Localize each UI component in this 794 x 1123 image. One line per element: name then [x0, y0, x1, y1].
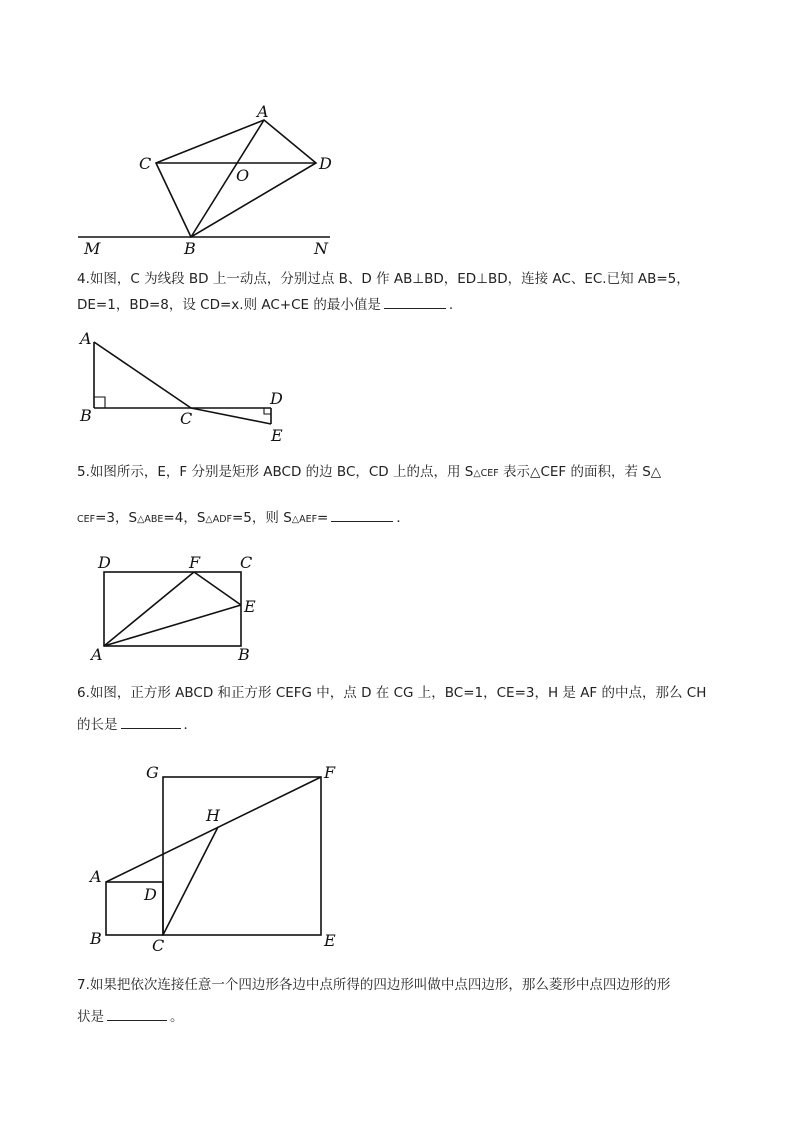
label-n: N — [314, 239, 328, 258]
segment-af — [104, 572, 194, 646]
question-4-end: . — [448, 297, 454, 313]
label-d: D — [270, 389, 283, 408]
question-5-line-2 — [77, 505, 727, 533]
question-7-text: 状是 — [77, 1009, 104, 1025]
label-c: C — [139, 154, 152, 173]
label-f: F — [189, 553, 201, 572]
question-7-line-1: 7.如果把依次连接任意一个四边形各边中点所得的四边形叫做中点四边形，那么菱形中点四边形的形 — [77, 977, 671, 993]
label-a: A — [90, 867, 102, 886]
answer-blank-7[interactable] — [107, 1006, 167, 1021]
q5-subscript-abe: △ABE — [137, 514, 164, 525]
question-5-line-1 — [77, 459, 727, 487]
question-7-end: 。 — [170, 1009, 184, 1025]
figure-q5 — [0, 550, 280, 670]
label-b: B — [90, 929, 102, 948]
q5-text-f: = — [317, 510, 329, 526]
label-d: D — [319, 154, 332, 173]
segment-ce — [191, 408, 271, 424]
answer-blank-6[interactable] — [121, 714, 181, 729]
label-e: E — [271, 426, 283, 445]
label-o: O — [236, 166, 250, 185]
question-4-line-2 — [77, 292, 727, 318]
q5-subscript-aef: △AEF — [291, 514, 318, 525]
question-6-line-2 — [77, 712, 727, 738]
figure-rhombus-line — [0, 0, 794, 270]
label-g: G — [146, 763, 159, 782]
segment-ac — [94, 342, 191, 408]
label-m: M — [84, 239, 101, 258]
right-angle-mark-b — [94, 397, 105, 408]
label-e: E — [324, 931, 336, 950]
square-cefg — [163, 777, 321, 935]
label-c: C — [152, 936, 165, 955]
right-angle-mark-d — [264, 408, 271, 414]
q5-text-e: =5，则 S — [232, 510, 292, 526]
question-6-end: ． — [183, 717, 197, 733]
q5-subscript-cef: △CEF — [473, 468, 499, 479]
figure-q4 — [0, 325, 320, 450]
q5-subscript-cef-2: CEF — [77, 514, 96, 525]
answer-blank-4[interactable] — [384, 294, 446, 309]
segment-ae — [104, 605, 241, 646]
rectangle-abcd — [104, 572, 241, 646]
q5-text-c: =3，S — [95, 510, 138, 526]
question-7 — [77, 972, 727, 1030]
question-6-text: 的长是 — [77, 717, 118, 733]
segment-fe — [194, 572, 241, 605]
label-b: B — [80, 406, 92, 425]
figure-q6 — [0, 755, 360, 955]
question-4-text: DE=1，BD=8，设 CD=x.则 AC+CE 的最小值是 — [77, 297, 381, 313]
question-4-line-1: 4.如图，C 为线段 BD 上一动点，分别过点 B、D 作 AB⊥BD，ED⊥BD，连接 AC、EC.已知 AB=5， — [77, 271, 690, 287]
answer-blank-5[interactable] — [331, 507, 393, 522]
label-d: D — [144, 885, 157, 904]
q5-text-b: 表示△CEF 的面积，若 S△ — [498, 464, 662, 480]
question-7-line-2 — [77, 1004, 727, 1030]
q5-text-a: 5.如图所示，E，F 分别是矩形 ABCD 的边 BC，CD 上的点，用 S — [77, 464, 474, 480]
segment-ch — [163, 827, 218, 935]
label-b: B — [238, 645, 250, 664]
label-e: E — [244, 597, 256, 616]
label-c: C — [240, 553, 253, 572]
label-d: D — [98, 553, 111, 572]
segment-af — [106, 777, 321, 882]
label-f: F — [324, 763, 336, 782]
label-b: B — [184, 239, 196, 258]
question-5-end: ． — [396, 510, 410, 526]
q5-subscript-adf: △ADF — [205, 514, 232, 525]
label-a: A — [91, 645, 103, 664]
q5-text-d: =4，S — [163, 510, 206, 526]
question-6 — [77, 680, 727, 738]
label-a: A — [80, 329, 92, 348]
label-a: A — [257, 102, 269, 121]
label-c: C — [180, 409, 193, 428]
diagonal-ab — [191, 120, 264, 237]
question-5 — [77, 459, 727, 533]
question-6-line-1: 6.如图，正方形 ABCD 和正方形 CEFG 中，点 D 在 CG 上，BC=1，CE=3，H 是 AF 的中点，那么 CH — [77, 685, 707, 701]
label-h: H — [206, 806, 220, 825]
question-4 — [77, 266, 727, 318]
